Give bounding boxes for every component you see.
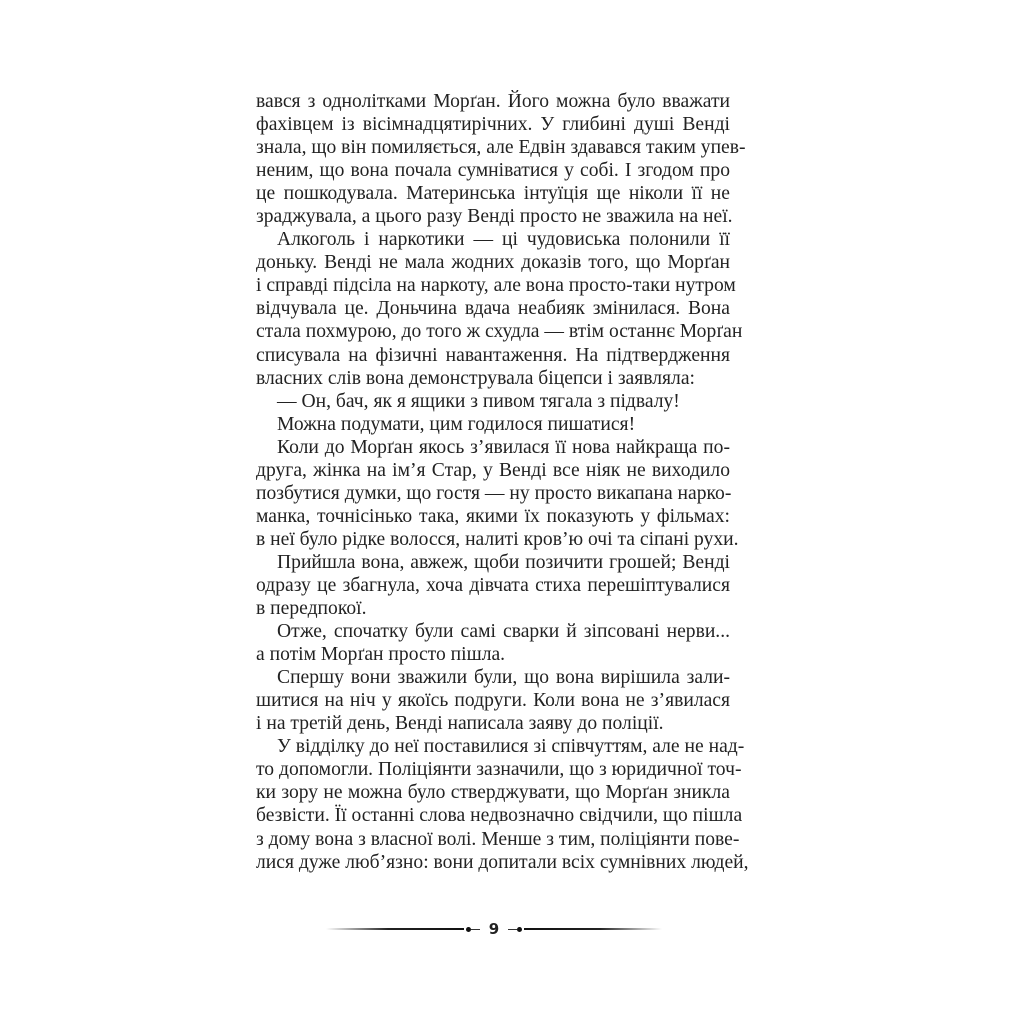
text-line: доньку. Венді не мала жодних доказів того, що Морґан <box>256 252 730 274</box>
text-line: Можна подумати, цим годилося пишатися! <box>277 413 636 435</box>
ornament-rule-left-icon <box>326 928 464 930</box>
text-line: Спершу вони зважили були, що вона вирішила зали- <box>277 667 730 689</box>
text-line: зраджувала, а цього разу Венді просто не зважила на неї. <box>256 206 733 228</box>
text-line: то допомогли. Поліціянти зазначили, що з юридичної точ- <box>256 759 742 781</box>
ornament-stub-right-icon <box>508 929 517 930</box>
text-line: Прийшла вона, авжеж, щоби позичити грошей; Венді <box>277 551 730 573</box>
ornament-dot-right-icon <box>517 927 522 932</box>
text-line: друга, жінка на ім’я Стар, у Венді все ніяк не виходило <box>256 459 730 481</box>
text-line: фахівцем із вісімнадцятирічних. У глибині душі Венді <box>256 114 730 136</box>
text-line: з дому вона з власної волі. Менше з тим, поліціянти пове- <box>256 828 740 850</box>
page-number: 9 <box>488 920 500 938</box>
ornament-stub-left-icon <box>471 929 480 930</box>
text-line: лися дуже люб’язно: вони допитали всіх сумнівних людей, <box>256 851 749 873</box>
text-line: одразу це збагнула, хоча дівчата стиха перешіптувалися <box>256 574 730 596</box>
text-line: знала, що він помиляється, але Едвін здавався таким упев- <box>256 137 746 159</box>
text-line: — Он, бач, як я ящики з пивом тягала з підвалу! <box>277 390 680 412</box>
text-line: стала похмурою, до того ж схудла — втім останнє Морґан <box>256 321 743 343</box>
text-line: і на третій день, Венді написала заяву до поліції. <box>256 713 664 735</box>
page-footer <box>326 919 662 939</box>
text-line: і справді підсіла на наркоту, але вона просто-таки нутром <box>256 275 736 297</box>
ornament-rule-right-icon <box>524 928 662 930</box>
text-line: відчувала це. Доньчина вдача неабияк змінилася. Вона <box>256 298 730 320</box>
text-line: це пошкодувала. Материнська інтуїція ще ніколи її не <box>256 183 730 205</box>
text-line: списувала на фізичні навантаження. На підтвердження <box>256 344 730 366</box>
text-line: Коли до Морґан якось з’явилася її нова найкраща по- <box>277 436 730 458</box>
text-line: власних слів вона демонструвала біцепси і заявляла: <box>256 367 695 389</box>
text-line: в передпокої. <box>256 598 367 620</box>
text-line: а потім Морґан просто пішла. <box>256 644 506 666</box>
text-line: неним, що вона почала сумніватися у собі. І згодом про <box>256 160 730 182</box>
text-line: вався з однолітками Морґан. Його можна було вважати <box>256 91 730 112</box>
text-line: позбутися думки, що гостя — ну просто викапана нарко- <box>256 482 732 504</box>
text-line: шитися на ніч у якоїсь подруги. Коли вона не з’явилася <box>256 690 730 712</box>
book-page-body <box>256 90 749 874</box>
text-line: У відділку до неї поставилися зі співчуттям, але не над- <box>277 736 745 758</box>
text-line: ки зору не можна було стверджувати, що Морґан зникла <box>256 782 730 804</box>
text-line: Отже, спочатку були самі сварки й зіпсовані нерви... <box>277 621 730 643</box>
text-line: Алкоголь і наркотики — ці чудовиська полонили її <box>277 229 730 251</box>
text-line: безвісти. Її останні слова недвозначно свідчили, що пішла <box>256 805 743 827</box>
text-line: манка, точнісінько така, якими їх показують у фільмах: <box>256 505 730 527</box>
text-line: в неї було рідке волосся, налиті кров’ю очі та сіпані рухи. <box>256 528 739 550</box>
